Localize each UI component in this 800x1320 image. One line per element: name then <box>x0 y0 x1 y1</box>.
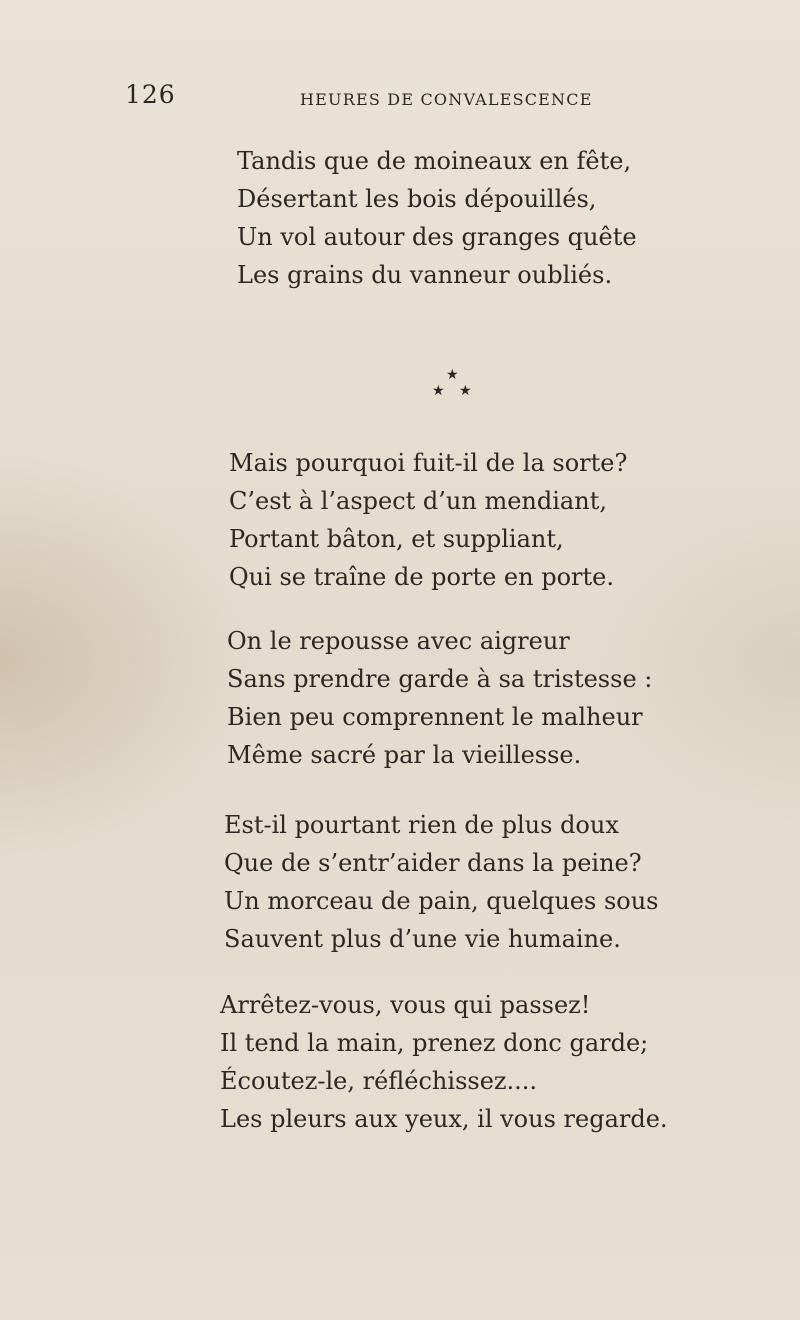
verse-line: Les grains du vanneur oubliés. <box>237 261 613 289</box>
verse-line: Mais pourquoi fuit-il de la sorte? <box>229 449 628 477</box>
verse-line: Sans prendre garde à sa tristesse : <box>227 665 653 693</box>
verse-line: On le repousse avec aigreur <box>227 627 570 655</box>
running-head <box>125 80 625 120</box>
stanza-2 <box>229 444 627 596</box>
stanza-3 <box>227 622 652 774</box>
verse-line: Est-il pourtant rien de plus doux <box>224 811 619 839</box>
star-icon: ★ <box>432 383 445 399</box>
verse-line: C’est à l’aspect d’un mendiant, <box>229 487 607 515</box>
verse-line: Bien peu comprennent le malheur <box>227 703 643 731</box>
running-title: HEURES DE CONVALESCENCE <box>300 90 593 109</box>
verse-line: Portant bâton, et suppliant, <box>229 525 564 553</box>
asterism-divider <box>428 364 478 404</box>
verse-line: Un vol autour des granges quête <box>237 223 637 251</box>
verse-line: Il tend la main, prenez donc garde; <box>220 1029 649 1057</box>
verse-line: Arrêtez-vous, vous qui passez! <box>220 991 591 1019</box>
verse-line: Sauvent plus d’une vie humaine. <box>224 925 621 953</box>
stanza-5 <box>220 986 668 1138</box>
verse-line: Écoutez-le, réfléchissez.... <box>220 1067 538 1095</box>
star-icon: ★ <box>446 367 459 383</box>
verse-line: Désertant les bois dépouillés, <box>237 185 597 213</box>
verse-line: Un morceau de pain, quelques sous <box>224 887 659 915</box>
verse-line: Les pleurs aux yeux, il vous regarde. <box>220 1105 668 1133</box>
verse-line: Tandis que de moineaux en fête, <box>237 147 632 175</box>
verse-line: Qui se traîne de porte en porte. <box>229 563 614 591</box>
stanza-1 <box>237 142 637 294</box>
star-icon: ★ <box>459 383 472 399</box>
stanza-4 <box>224 806 659 958</box>
verse-line: Que de s’entr’aider dans la peine? <box>224 849 642 877</box>
page-number: 126 <box>125 80 176 109</box>
verse-line: Même sacré par la vieillesse. <box>227 741 582 769</box>
